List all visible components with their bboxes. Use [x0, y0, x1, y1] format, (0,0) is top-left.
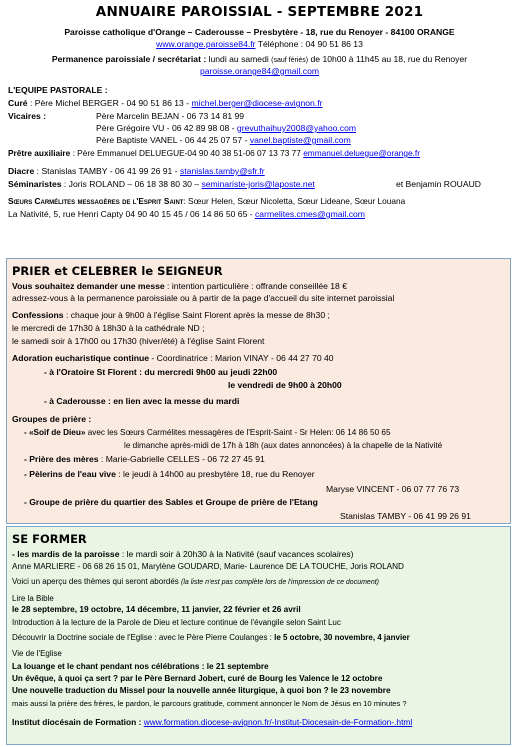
apercu-line: Voici un aperçu des thèmes qui seront abordés (la liste n'est pas complète lors de l'impression de ce document) [12, 577, 379, 586]
website-line [0, 39, 519, 50]
former-heading: SE FORMER [12, 532, 87, 546]
groupe-soif-line: - «Soif de Dieu» avec les Sœurs Carmélites messagères de l'Esprit-Saint - Sr Helen: 06 14 86 50 65 [24, 428, 391, 437]
email-line [0, 66, 519, 77]
vicaire-3: Père Baptiste VANEL - 06 44 25 07 57 - vanel.baptiste@gmail.com [96, 135, 351, 145]
messe-line-2: adressez-vous à la permanence paroissiale ou à partir de la page d'accueil du site internet paroissial [12, 293, 395, 303]
permanence-line: Permanence paroissiale / secrétariat : lundi au samedi (sauf fériés) de 10h00 à 11h45 au 18, rue du Renoyer [51, 54, 468, 64]
bible-label: Lire la Bible [12, 594, 54, 603]
diacre-line: Diacre : Stanislas TAMBY - 06 41 99 26 91 - stanislas.tamby@sfr.fr [8, 166, 265, 176]
cure-line: Curé : Père Michel BERGER - 04 90 51 86 13 - michel.berger@diocese-avignon.fr [8, 98, 323, 108]
institut-line: Institut diocésain de Formation : www.formation.diocese-avignon.fr/-Institut-Diocesain-de-Formation-.html [12, 717, 413, 727]
vicaires-label: Vicaires : [8, 111, 47, 121]
cure-email-link[interactable]: michel.berger@diocese-avignon.fr [191, 98, 323, 108]
groupe-sables-contact: Stanislas TAMBY - 06 41 99 26 91 [340, 511, 471, 521]
parish-email-link[interactable]: paroisse.orange84@gmail.com [199, 66, 320, 76]
bible-intro: Introduction à la lecture de la Parole de Dieu et lecture continue de l'évangile selon Saint Luc [12, 618, 341, 627]
mardis-names: Anne MARLIERE - 06 68 26 15 01, Marylène GOUDARD, Marie- Laurence DE LA TOUCHE, Joris ROLAND [12, 562, 404, 571]
groupe-soif-line-2: le dimanche après-midi de 17h à 18h (aux dates annoncées) à la chapelle de la Nativité [124, 441, 443, 450]
mardis-line: - les mardis de la paroisse : le mardi soir à 20h30 à la Nativité (sauf vacances scolaires) [12, 549, 354, 559]
vicaire-3-email-link[interactable]: vanel.baptiste@gmail.com [249, 135, 351, 145]
priere-freres-line: mais aussi la prière des frères, le pardon, le parcours gratitude, comment annoncer le Nom de Jésus en 10 minutes ? [12, 699, 407, 708]
soeurs-address: La Nativité, 5, rue Henri Capty 04 90 40 15 45 / 06 14 86 50 65 - carmelites.cmes@gmail.com [8, 209, 365, 219]
bible-dates: le 28 septembre, 19 octobre, 14 décembre, 11 janvier, 22 février et 26 avril [12, 604, 301, 614]
groupe-meres-line: - Prière des mères : Marie-Gabrielle CELLES - 06 72 27 45 91 [24, 454, 265, 464]
groupe-sables-line: - Groupe de prière du quartier des Sables et Groupe de prière de l'Etang [24, 497, 318, 507]
prier-heading: PRIER et CELEBRER le SEIGNEUR [12, 264, 223, 278]
oratoire-line: - à l'Oratoire St Florent : du mercredi 9h00 au jeudi 22h00 [44, 367, 278, 377]
groupes-heading: Groupes de prière : [12, 414, 92, 424]
seminaristes-line: Séminaristes : Joris ROLAND – 06 18 38 80 30 – seminariste-joris@laposte.net [8, 179, 315, 189]
confessions-line: Confessions : chaque jour à 9h00 à l'église Saint Florent après la messe de 8h30 ; [12, 310, 330, 320]
messe-line: Vous souhaitez demander une messe : intention particulière : offrande conseillée 18 € [12, 281, 348, 291]
doctrine-line: Découvrir la Doctrine sociale de l'Eglise : avec le Père Pierre Coulanges : le 5 octobre, 30 novembre, 4 janvier [12, 633, 410, 642]
vicaire-2: Père Grégoire VU - 06 42 89 98 08 - grevuthaihuy2008@yahoo.com [96, 123, 357, 133]
confessions-line-2: le mercredi de 17h30 à 18h30 à la cathédrale ND ; [12, 323, 205, 333]
vicaire-1: Père Marcelin BEJAN - 06 73 14 81 99 [96, 111, 245, 121]
permanence-label: Permanence paroissiale / secrétariat : [51, 54, 207, 64]
vie-eglise-label: Vie de l'Eglise [12, 649, 62, 658]
vicaire-2-email-link[interactable]: grevuthaihuy2008@yahoo.com [236, 123, 357, 133]
auxiliaire-line: Prêtre auxiliaire : Père Emmanuel DELUEGUE-04 90 40 38 51-06 07 13 73 77 emmanuel.deluegue@orange.fr [8, 148, 421, 158]
website-link[interactable]: www.orange.paroisse84.fr [156, 39, 256, 49]
auxiliaire-email-link[interactable]: emmanuel.deluegue@orange.fr [303, 148, 421, 158]
eveque-line: Un évêque, à quoi ça sert ? par le Père Bernard Jobert, curé de Bourg les Valence le 12 octobre [12, 674, 383, 683]
institut-link[interactable]: www.formation.diocese-avignon.fr/-Institut-Diocesain-de-Formation-.html [143, 717, 413, 727]
parish-address: Paroisse catholique d'Orange – Caderousse – Presbytère - 18, rue du Renoyer - 84100 ORANGE [64, 27, 455, 37]
groupe-eau-vive-line: - Pèlerins de l'eau vive : le jeudi à 14h00 au presbytère 18, rue du Renoyer [24, 469, 315, 479]
team-heading: L'EQUIPE PASTORALE : [8, 85, 108, 95]
confessions-line-3: le samedi soir à 17h00 ou 17h30 (hiver/été) à l'église Saint Florent [12, 336, 265, 346]
groupe-eau-vive-contact: Maryse VINCENT - 06 07 77 76 73 [326, 484, 460, 494]
chant-line: La louange et le chant pendant nos célébrations : le 21 septembre [12, 662, 269, 671]
adoration-line: Adoration eucharistique continue - Coordinatrice : Marion VINAY - 06 44 27 70 40 [12, 353, 334, 363]
soeurs-email-link[interactable]: carmelites.cmes@gmail.com [255, 209, 365, 219]
diacre-email-link[interactable]: stanislas.tamby@sfr.fr [179, 166, 265, 176]
seminariste-email-link[interactable]: seminariste-joris@laposte.net [201, 179, 315, 189]
seminariste-other: et Benjamin ROUAUD [396, 179, 482, 189]
caderousse-line: - à Caderousse : en lien avec la messe du mardi [44, 396, 240, 406]
soeurs-line: Sœurs Carmélites messagères de l'Esprit Saint: Sœur Helen, Sœur Nicoletta, Sœur Lideane, Sœur Louana [8, 196, 406, 206]
page-title: ANNUAIRE PAROISSIAL - SEPTEMBRE 2021 [95, 4, 424, 20]
parish-phone: Téléphone : 04 90 51 86 13 [257, 39, 363, 49]
missel-line: Une nouvelle traduction du Missel pour la nouvelle année liturgique, à quoi bon ? le 23 novembre [12, 686, 391, 695]
oratoire-line-2: le vendredi de 9h00 à 20h00 [228, 380, 342, 390]
